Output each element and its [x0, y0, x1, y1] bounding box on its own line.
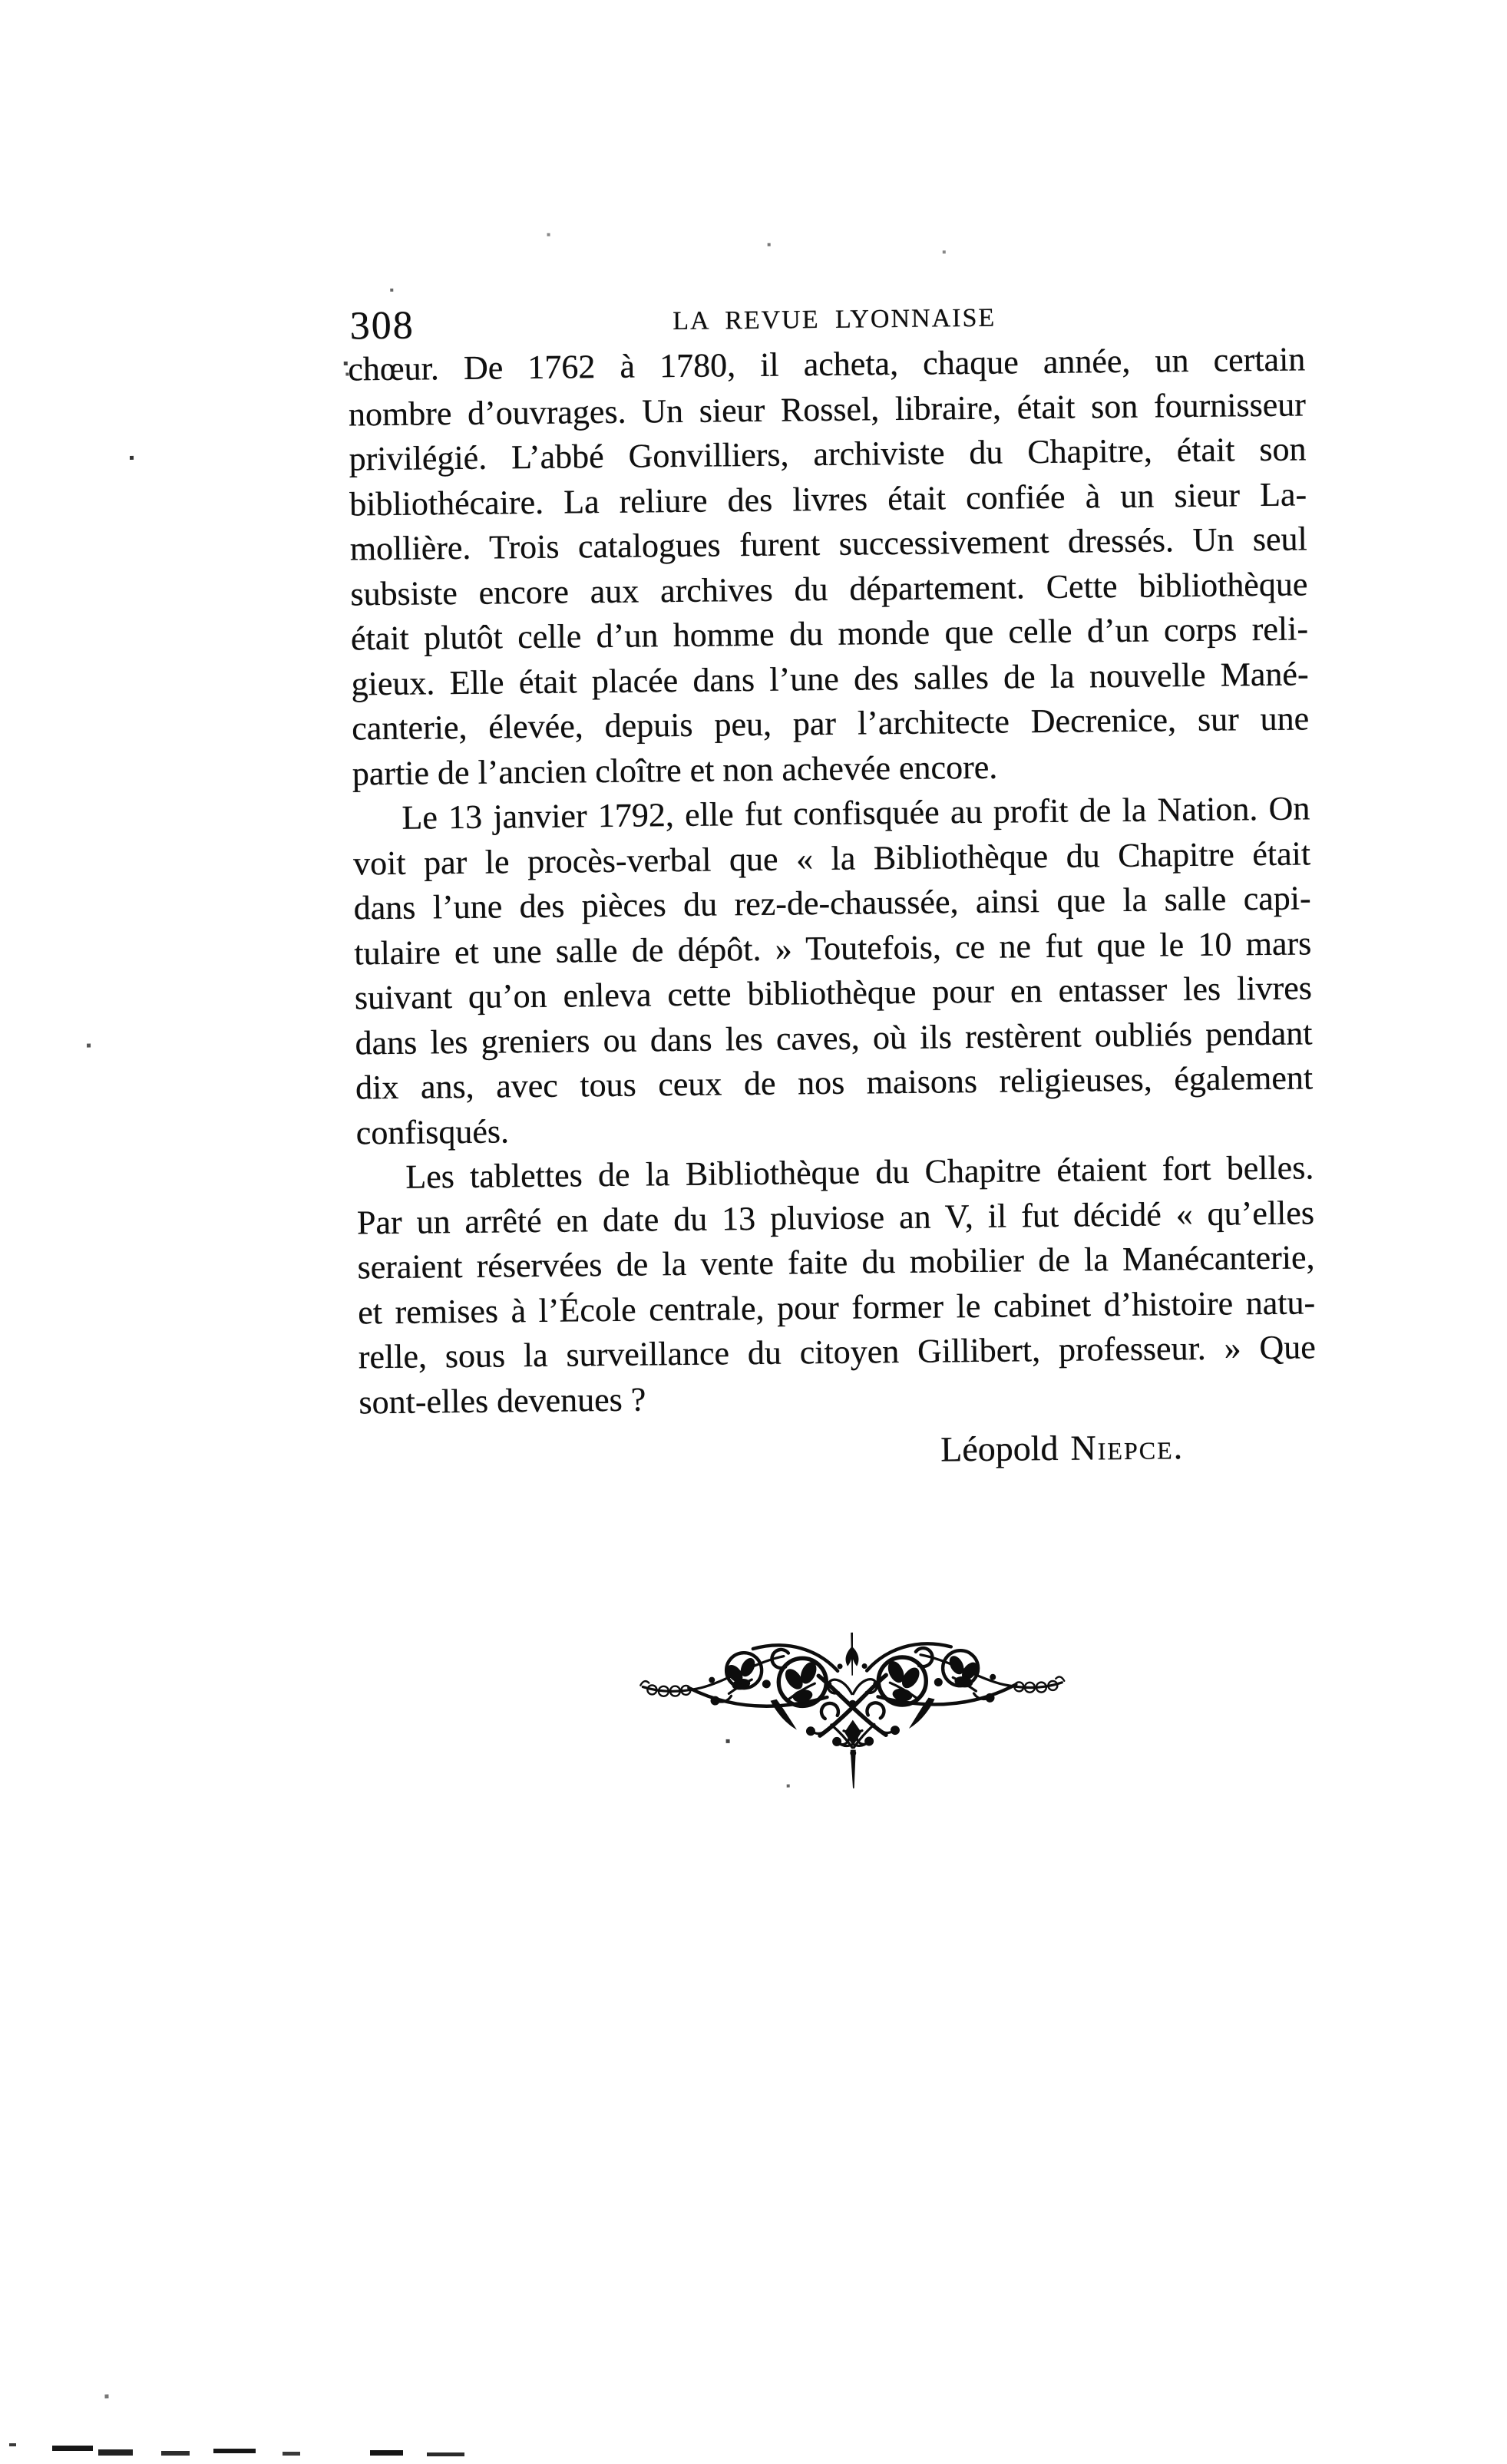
text-line: subsiste encore aux archives du département. Cette bibliothèque [350, 564, 1308, 613]
text-line: était plutôt celle d’un homme du monde que celle d’un corps reli- [350, 609, 1309, 658]
text-line: sont-elles devenues ? [359, 1379, 646, 1421]
scan-edge-artifact [370, 2450, 403, 2456]
text-line: dans l’une des pièces du rez-de-chaussée, ainsi que la salle capi- [353, 879, 1311, 927]
scan-edge-artifact [213, 2449, 256, 2453]
text-line: gieux. Elle était placée dans l’une des salles de la nouvelle Mané- [351, 654, 1309, 702]
text-line: seraient réservées de la vente faite du mobilier de la Manécanterie, [357, 1238, 1315, 1286]
author-signature [359, 1425, 1183, 1478]
text-line: confisqués. [355, 1111, 510, 1151]
page-number: 308 [349, 303, 415, 348]
floral-tailpiece-ornament [638, 1630, 1068, 1792]
scan-edge-artifact [52, 2446, 93, 2451]
signature-period: . [1173, 1427, 1183, 1467]
text-line: Le 13 janvier 1792, elle fut confisquée au profit de la Nation. On [402, 789, 1310, 837]
scan-edge-artifact [9, 2443, 16, 2446]
text-line: Les tablettes de la Bibliothèque du Chapitre étaient fort belles. [405, 1148, 1314, 1196]
scan-edge-artifact [427, 2452, 464, 2456]
text-line: voit par le procès-verbal que « la Bibliothèque du Chapitre était [352, 834, 1311, 882]
text-line: dans les greniers ou dans les caves, où ils restèrent oubliés pendant [355, 1013, 1313, 1062]
scan-edge-artifact [161, 2451, 190, 2456]
text-line: partie de l’ancien cloître et non achevée encore. [352, 748, 998, 792]
text-line: privilégié. L’abbé Gonvilliers, archiviste du Chapitre, était son [349, 430, 1307, 478]
text-line: nombre d’ouvrages. Un sieur Rossel, libraire, était son fournisseur [348, 385, 1307, 433]
text-line: tulaire et une salle de dépôt. » Toutefois, ce ne fut que le 10 mars [354, 923, 1312, 972]
text-line: relle, sous la surveillance du citoyen Gillibert, professeur. » Que [358, 1328, 1317, 1376]
text-line: chœur. De 1762 à 1780, il acheta, chaque année, un certain [348, 340, 1306, 388]
text-line: suivant qu’on enleva cette bibliothèque pour en entasser les livres [354, 969, 1313, 1017]
text-line: et remises à l’École centrale, pour former le cabinet d’histoire natu- [357, 1283, 1316, 1331]
scan-edge-artifact [98, 2449, 133, 2456]
body-text [348, 337, 1317, 1425]
running-title: LA REVUE LYONNAISE [673, 303, 996, 336]
text-line: mollière. Trois catalogues furent successivement dressés. Un seul [349, 520, 1307, 568]
text-line: Par un arrêté en date du 13 pluviose an V, il fut décidé « qu’elles [356, 1193, 1315, 1241]
author-surname: Niepce [1070, 1427, 1174, 1468]
text-line: dix ans, avec tous ceux de nos maisons religieuses, également [355, 1059, 1314, 1107]
scan-edge-artifact [283, 2452, 300, 2456]
author-forename: Léopold [940, 1428, 1059, 1469]
text-line: bibliothécaire. La reliure des livres était confiée à un sieur La- [349, 474, 1307, 523]
text-line: canterie, élevée, depuis peu, par l’architecte Decrenice, sur une [351, 699, 1310, 748]
